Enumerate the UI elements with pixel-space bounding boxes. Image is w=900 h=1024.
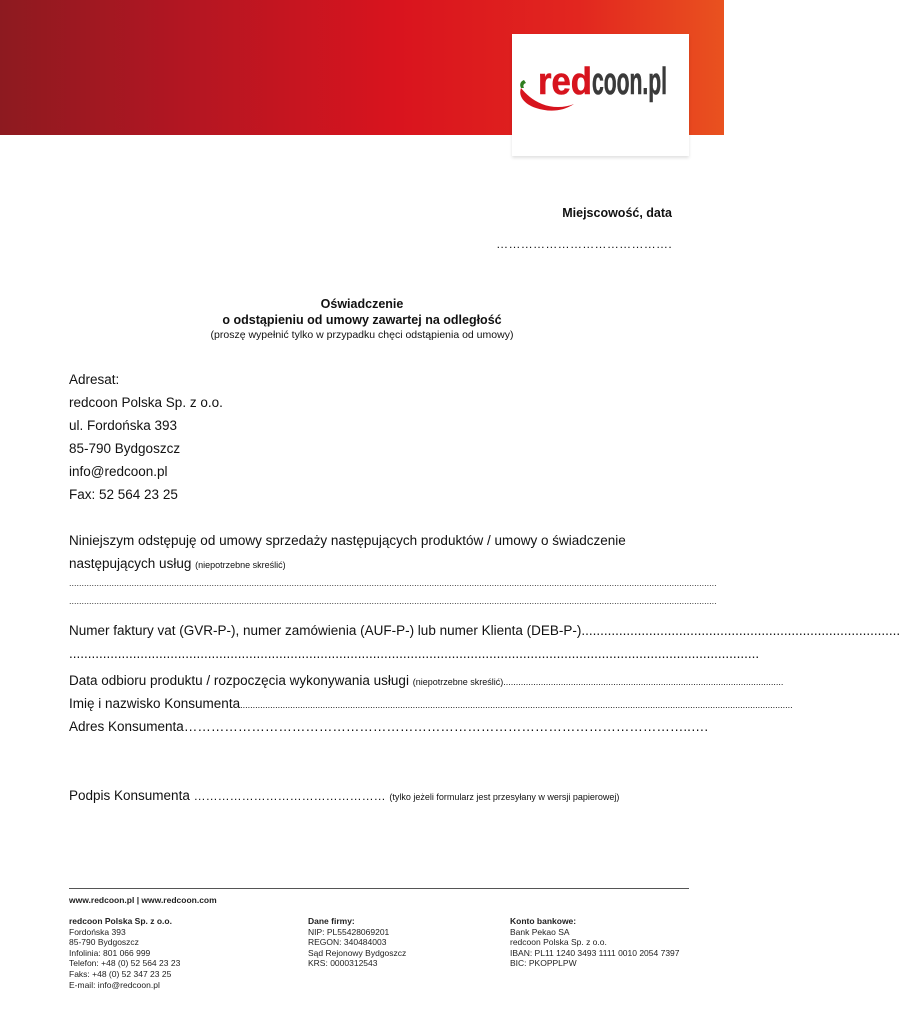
product-dots-line[interactable]: ...................................................................................................................................................................................................................................................................: [69, 596, 717, 606]
place-date-line: …………………………………….: [496, 237, 672, 251]
addressee-line: ul. Fordońska 393: [69, 418, 178, 433]
footer-company-line: Infolinia: 801 066 999: [69, 947, 151, 958]
footer-bank-line: BIC: PKOPPLPW: [510, 958, 577, 969]
logo: [512, 34, 689, 156]
footer-bank-title: Konto bankowe:: [510, 916, 577, 926]
document-title: Oświadczenie: [320, 297, 404, 311]
signature-field[interactable]: [69, 788, 619, 803]
signature-dots: …………………………………………: [193, 789, 386, 803]
footer-bank-line: IBAN: PL11 1240 3493 1111 0010 2054 7397: [510, 947, 680, 958]
footer-company-data-line: NIP: PL55428069201: [308, 926, 390, 937]
name-dots: .............................................................................................................................................................................................................................: [240, 700, 793, 710]
footer-bank-line: Bank Pekao SA: [510, 926, 570, 937]
addressee-line: Fax: 52 564 23 25: [69, 487, 178, 502]
document-note: (proszę wypełnić tylko w przypadku chęci odstąpienia od umowy): [210, 329, 514, 341]
footer-company-data-line: KRS: 0000312543: [308, 958, 378, 969]
date-field[interactable]: [69, 673, 784, 688]
logo-text-red: red: [538, 61, 592, 103]
addressee-line: 85-790 Bydgoszcz: [69, 441, 181, 456]
footer-company-title: redcoon Polska Sp. z o.o.: [69, 916, 172, 926]
address-dots: …………………………………………………………………………………………………..….: [183, 719, 709, 734]
statement-line-text: następujących usług: [69, 556, 192, 571]
footer-company-line: Telefon: +48 (0) 52 564 23 23: [69, 958, 181, 969]
footer-divider: [69, 888, 689, 889]
date-label: Data odbioru produktu / rozpoczęcia wykonywania usługi: [69, 673, 409, 688]
statement-note: (niepotrzebne skreślić): [195, 560, 286, 570]
address-label: Adres Konsumenta: [69, 719, 184, 734]
invoice-dots-line[interactable]: ........................................................................................................................................................................................: [69, 646, 760, 661]
product-dots-line[interactable]: ...................................................................................................................................................................................................................................................................: [69, 578, 717, 588]
footer-web-links[interactable]: www.redcoon.pl | www.redcoon.com: [69, 895, 217, 905]
invoice-field[interactable]: [69, 623, 900, 638]
place-date-label: Miejscowość, data: [562, 206, 672, 220]
footer-bank: [510, 916, 680, 969]
addressee-line: redcoon Polska Sp. z o.o.: [69, 395, 223, 410]
footer-company-line: Faks: +48 (0) 52 347 23 25: [69, 968, 172, 979]
footer-company-data-line: Sąd Rejonowy Bydgoszcz: [308, 947, 407, 958]
addressee-label: Adresat:: [69, 372, 120, 387]
footer-bank-line: redcoon Polska Sp. z o.o.: [510, 937, 607, 948]
invoice-label: Numer faktury vat (GVR-P-), numer zamówienia (AUF-P-) lub numer Klienta (DEB-P-): [69, 623, 582, 638]
footer-company-line: Fordońska 393: [69, 926, 126, 937]
name-label: Imię i nazwisko Konsumenta: [69, 696, 241, 711]
addressee-line: info@redcoon.pl: [69, 464, 168, 479]
footer-company-data-title: Dane firmy:: [308, 916, 355, 926]
footer-company-line: 85-790 Bydgoszcz: [69, 937, 139, 948]
signature-label: Podpis Konsumenta: [69, 788, 194, 803]
statement-line: Niniejszym odstępuję od umowy sprzedaży następujących produktów / umowy o świadczenie: [69, 533, 626, 548]
statement-line: [69, 556, 286, 571]
signature-note: (tylko jeżeli formularz jest przesyłany w wersji papierowej): [389, 792, 620, 802]
footer-company-line: E-mail: info@redcoon.pl: [69, 979, 160, 990]
date-note: (niepotrzebne skreślić): [412, 677, 504, 687]
footer-company-data-line: REGON: 340484003: [308, 937, 387, 948]
document-subtitle: o odstąpieniu od umowy zawartej na odległość: [222, 313, 502, 327]
address-field[interactable]: [69, 719, 709, 734]
footer-company-data: [308, 916, 406, 969]
invoice-dots: .....................................................................................: [581, 623, 900, 638]
date-dots: ................................................................................................................: [503, 677, 784, 687]
logo-text-dark: coon.pl: [592, 61, 667, 103]
footer-company: [69, 916, 180, 990]
name-field[interactable]: [69, 696, 793, 711]
